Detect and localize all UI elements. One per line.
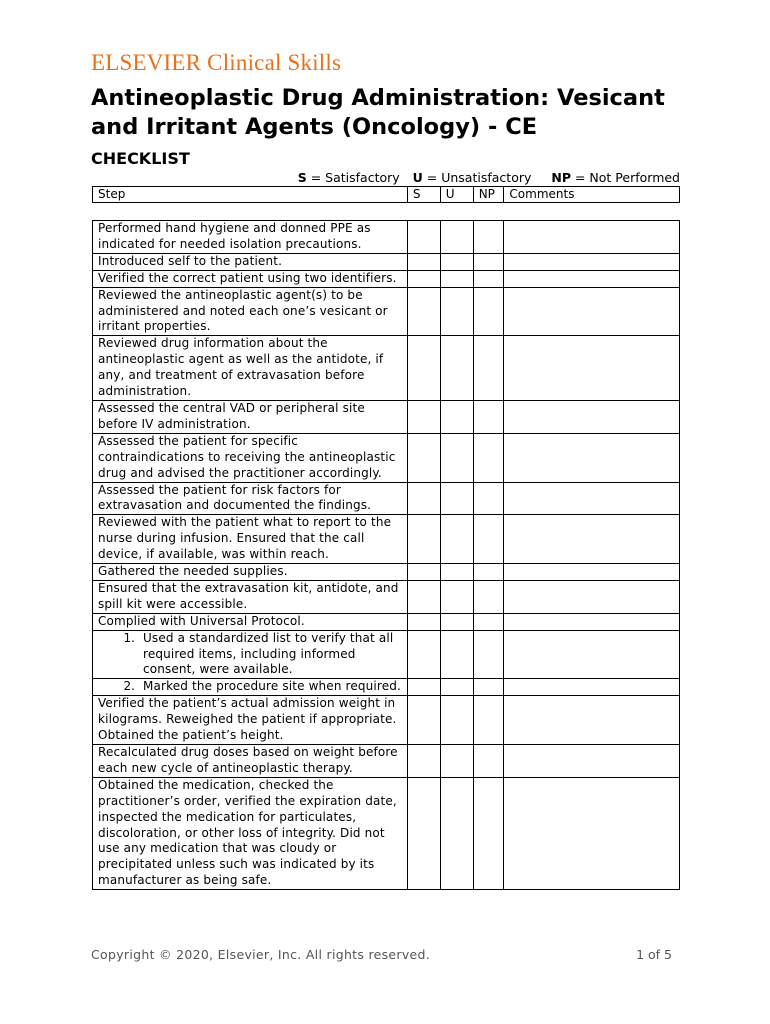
np-cell[interactable] bbox=[473, 482, 504, 515]
comments-cell[interactable] bbox=[504, 253, 680, 270]
np-cell[interactable] bbox=[473, 679, 504, 696]
np-cell[interactable] bbox=[473, 221, 504, 254]
elsevier-clinical-skills-logo: ELSEVIER Clinical Skills bbox=[91, 50, 342, 75]
step-cell bbox=[93, 745, 408, 778]
step-cell bbox=[93, 630, 408, 679]
u-cell[interactable] bbox=[440, 777, 473, 889]
step-cell bbox=[93, 400, 408, 433]
s-cell[interactable] bbox=[407, 613, 440, 630]
step-cell bbox=[93, 777, 408, 889]
s-cell[interactable] bbox=[407, 777, 440, 889]
table-row bbox=[93, 270, 680, 287]
step-cell bbox=[93, 287, 408, 336]
comments-cell[interactable] bbox=[504, 400, 680, 433]
comments-cell[interactable] bbox=[504, 777, 680, 889]
np-cell[interactable] bbox=[473, 745, 504, 778]
legend-np-text: = Not Performed bbox=[574, 170, 680, 185]
step-cell bbox=[93, 696, 408, 745]
np-cell[interactable] bbox=[473, 696, 504, 745]
comments-cell[interactable] bbox=[504, 270, 680, 287]
sub-step-text: Used a standardized list to verify that all required items, including informed consent, were available. bbox=[143, 630, 394, 677]
s-cell[interactable] bbox=[407, 400, 440, 433]
sub-step-number: 2. bbox=[123, 679, 135, 694]
header-s: S bbox=[407, 187, 440, 203]
comments-cell[interactable] bbox=[504, 515, 680, 564]
sub-step-number: 1. bbox=[123, 630, 135, 645]
table-row bbox=[93, 745, 680, 778]
document-title: Antineoplastic Drug Administration: Vesicant and Irritant Agents (Oncology) - CE bbox=[91, 85, 665, 140]
step-text: Performed hand hygiene and donned PPE as indicated for needed isolation precautions. bbox=[98, 221, 371, 251]
u-cell[interactable] bbox=[440, 580, 473, 613]
legend-np-key: NP bbox=[551, 170, 571, 185]
s-cell[interactable] bbox=[407, 580, 440, 613]
s-cell[interactable] bbox=[407, 270, 440, 287]
np-cell[interactable] bbox=[473, 400, 504, 433]
checklist-heading: CHECKLIST bbox=[91, 149, 190, 168]
step-cell bbox=[93, 336, 408, 401]
u-cell[interactable] bbox=[440, 287, 473, 336]
u-cell[interactable] bbox=[440, 564, 473, 581]
comments-cell[interactable] bbox=[504, 679, 680, 696]
step-text: Verified the correct patient using two identifiers. bbox=[98, 270, 397, 285]
sub-step bbox=[98, 679, 402, 695]
table-row bbox=[93, 613, 680, 630]
table-row bbox=[93, 221, 680, 254]
legend-u-key: U bbox=[412, 170, 423, 185]
s-cell[interactable] bbox=[407, 679, 440, 696]
s-cell[interactable] bbox=[407, 287, 440, 336]
table-row bbox=[93, 580, 680, 613]
step-text: Reviewed with the patient what to report to the nurse during infusion. Ensured that the call device, if available, was within reach. bbox=[98, 515, 392, 562]
s-cell[interactable] bbox=[407, 564, 440, 581]
s-cell[interactable] bbox=[407, 515, 440, 564]
header-np: NP bbox=[473, 187, 504, 203]
step-text: Complied with Universal Protocol. bbox=[98, 613, 305, 628]
comments-cell[interactable] bbox=[504, 613, 680, 630]
table-row bbox=[93, 564, 680, 581]
u-cell[interactable] bbox=[440, 400, 473, 433]
step-text: Recalculated drug doses based on weight before each new cycle of antineoplastic therapy. bbox=[98, 745, 398, 775]
step-cell bbox=[93, 515, 408, 564]
table-row bbox=[93, 287, 680, 336]
step-text: Verified the patient’s actual admission weight in kilograms. Reweighed the patient if appropriate. Obtained the patient’s height. bbox=[98, 696, 397, 743]
s-cell[interactable] bbox=[407, 696, 440, 745]
np-cell[interactable] bbox=[473, 580, 504, 613]
step-cell bbox=[93, 580, 408, 613]
sub-step bbox=[98, 631, 402, 679]
step-text: Gathered the needed supplies. bbox=[98, 564, 288, 579]
checklist-table bbox=[92, 186, 680, 890]
comments-cell[interactable] bbox=[504, 564, 680, 581]
table-row bbox=[93, 433, 680, 482]
u-cell[interactable] bbox=[440, 515, 473, 564]
table-row bbox=[93, 400, 680, 433]
comments-cell[interactable] bbox=[504, 287, 680, 336]
s-cell[interactable] bbox=[407, 630, 440, 679]
step-text: Assessed the patient for specific contraindications to receiving the antineoplastic drug and advised the practitioner accordingly. bbox=[98, 433, 396, 480]
s-cell[interactable] bbox=[407, 745, 440, 778]
u-cell[interactable] bbox=[440, 433, 473, 482]
comments-cell[interactable] bbox=[504, 696, 680, 745]
comments-cell[interactable] bbox=[504, 433, 680, 482]
comments-cell[interactable] bbox=[504, 221, 680, 254]
np-cell[interactable] bbox=[473, 630, 504, 679]
step-cell bbox=[93, 679, 408, 696]
comments-cell[interactable] bbox=[504, 580, 680, 613]
step-text: Obtained the medication, checked the practitioner’s order, verified the expiration date, inspected the medication for particulates, discoloration, or other loss of integrity. Did not use any medication that was cloudy or precipitated unless such was indicated by its manufacturer as being safe. bbox=[98, 777, 397, 888]
table-row bbox=[93, 515, 680, 564]
u-cell[interactable] bbox=[440, 679, 473, 696]
step-cell bbox=[93, 613, 408, 630]
rating-legend bbox=[298, 170, 680, 185]
step-text: Introduced self to the patient. bbox=[98, 253, 283, 268]
u-cell[interactable] bbox=[440, 745, 473, 778]
comments-cell[interactable] bbox=[504, 630, 680, 679]
step-text: Assessed the central VAD or peripheral site before IV administration. bbox=[98, 400, 365, 431]
s-cell[interactable] bbox=[407, 482, 440, 515]
comments-cell[interactable] bbox=[504, 745, 680, 778]
table-header-row bbox=[93, 187, 680, 203]
u-cell[interactable] bbox=[440, 613, 473, 630]
step-cell bbox=[93, 253, 408, 270]
sub-step-text: Marked the procedure site when required. bbox=[143, 679, 401, 694]
table-row bbox=[93, 630, 680, 679]
table-row bbox=[93, 336, 680, 401]
s-cell[interactable] bbox=[407, 433, 440, 482]
comments-cell[interactable] bbox=[504, 336, 680, 401]
np-cell[interactable] bbox=[473, 564, 504, 581]
u-cell[interactable] bbox=[440, 630, 473, 679]
header-step: Step bbox=[93, 187, 408, 203]
legend-s-text: = Satisfactory bbox=[310, 170, 400, 185]
u-cell[interactable] bbox=[440, 482, 473, 515]
step-cell bbox=[93, 564, 408, 581]
np-cell[interactable] bbox=[473, 270, 504, 287]
step-cell bbox=[93, 270, 408, 287]
step-text: Assessed the patient for risk factors for extravasation and documented the findings. bbox=[98, 482, 372, 513]
s-cell[interactable] bbox=[407, 336, 440, 401]
step-cell bbox=[93, 221, 408, 254]
table-row bbox=[93, 253, 680, 270]
u-cell[interactable] bbox=[440, 253, 473, 270]
u-cell[interactable] bbox=[440, 696, 473, 745]
page-number: 1 of 5 bbox=[636, 947, 672, 962]
u-cell[interactable] bbox=[440, 270, 473, 287]
step-text: Reviewed the antineoplastic agent(s) to be administered and noted each one’s vesicant or irritant properties. bbox=[98, 287, 388, 334]
np-cell[interactable] bbox=[473, 287, 504, 336]
step-text: Reviewed drug information about the antineoplastic agent as well as the antidote, if any, and treatment of extravasation before administration. bbox=[98, 336, 384, 399]
np-cell[interactable] bbox=[473, 253, 504, 270]
header-spacer bbox=[93, 203, 680, 221]
step-cell bbox=[93, 433, 408, 482]
u-cell[interactable] bbox=[440, 336, 473, 401]
u-cell[interactable] bbox=[440, 221, 473, 254]
step-text: Ensured that the extravasation kit, antidote, and spill kit were accessible. bbox=[98, 580, 399, 611]
copyright-notice: Copyright © 2020, Elsevier, Inc. All rights reserved. bbox=[91, 947, 431, 962]
np-cell[interactable] bbox=[473, 336, 504, 401]
legend-u-text: = Unsatisfactory bbox=[426, 170, 532, 185]
step-cell bbox=[93, 482, 408, 515]
comments-cell[interactable] bbox=[504, 482, 680, 515]
header-u: U bbox=[440, 187, 473, 203]
table-row bbox=[93, 482, 680, 515]
s-cell[interactable] bbox=[407, 221, 440, 254]
header-comments: Comments bbox=[504, 187, 680, 203]
s-cell[interactable] bbox=[407, 253, 440, 270]
np-cell[interactable] bbox=[473, 515, 504, 564]
np-cell[interactable] bbox=[473, 613, 504, 630]
np-cell[interactable] bbox=[473, 433, 504, 482]
table-row bbox=[93, 679, 680, 696]
table-row bbox=[93, 777, 680, 889]
table-row bbox=[93, 696, 680, 745]
np-cell[interactable] bbox=[473, 777, 504, 889]
legend-s-key: S bbox=[297, 170, 307, 185]
